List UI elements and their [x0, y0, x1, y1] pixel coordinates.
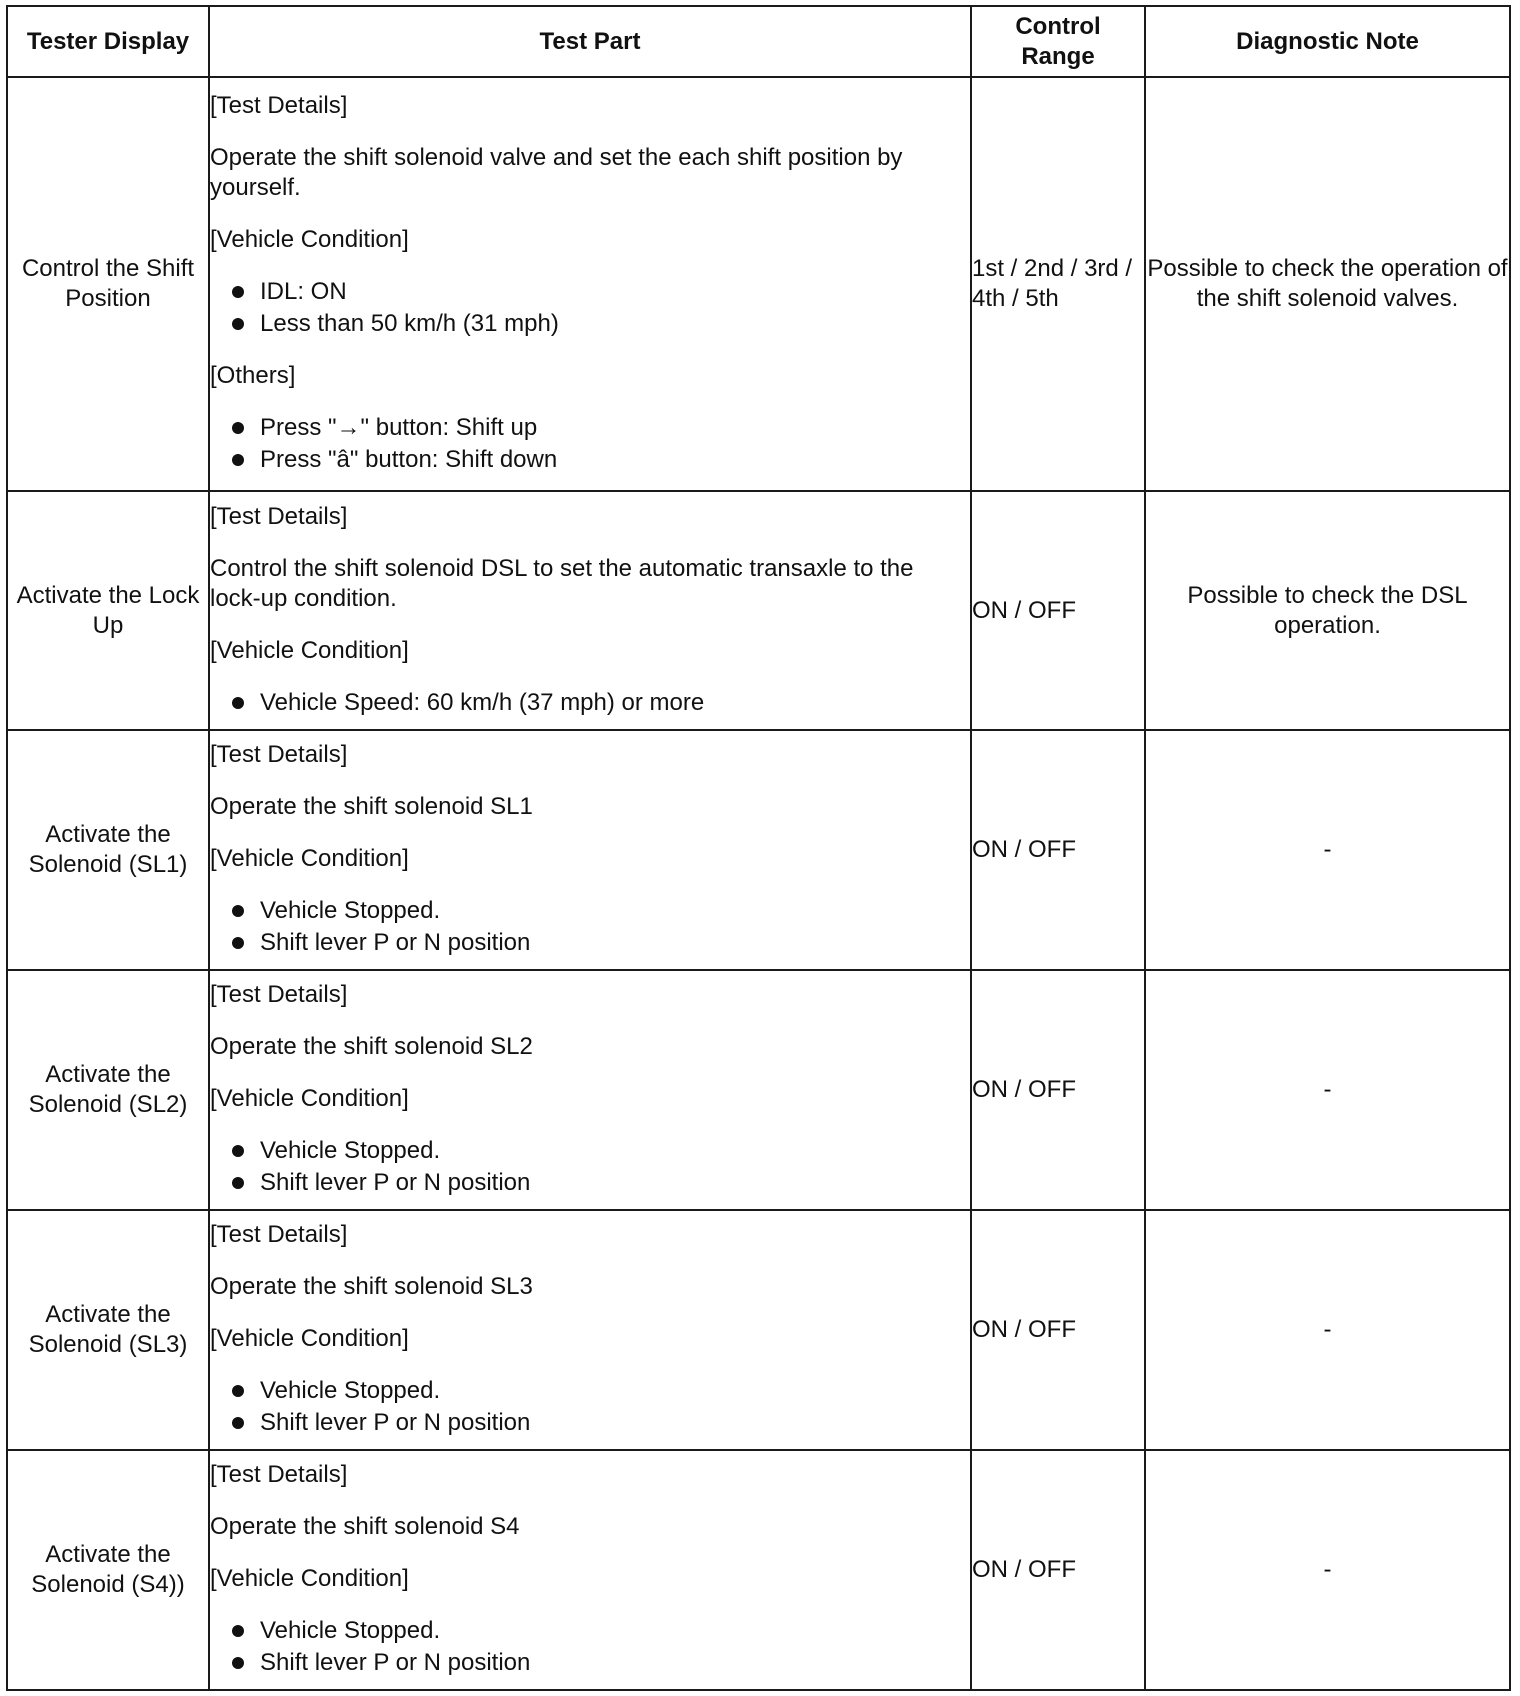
table-row — [7, 970, 1510, 1210]
condition-text: Vehicle Stopped. — [260, 1617, 441, 1644]
bullet-icon — [232, 286, 244, 298]
condition-list — [210, 277, 970, 339]
table-row — [7, 1450, 1510, 1690]
bullet-icon — [232, 318, 244, 330]
bullet-icon — [232, 454, 244, 466]
bullet-icon — [232, 1385, 244, 1397]
condition-text: Vehicle Stopped. — [260, 897, 441, 924]
condition-text: Vehicle Stopped. — [260, 1377, 441, 1404]
test-details-label: [Test Details] — [210, 1221, 348, 1248]
condition-item — [230, 688, 970, 718]
condition-item — [230, 1168, 970, 1198]
control-range-cell: ON / OFF — [971, 1210, 1145, 1450]
test-details-text: Operate the shift solenoid SL1 — [210, 793, 533, 820]
vehicle-condition-label: [Vehicle Condition] — [210, 226, 409, 253]
header-test-part: Test Part — [209, 6, 971, 77]
bullet-icon — [232, 422, 244, 434]
condition-item — [230, 309, 970, 339]
active-test-table — [6, 5, 1511, 1691]
test-details-label: [Test Details] — [210, 1461, 348, 1488]
test-details-label: [Test Details] — [210, 981, 348, 1008]
diagnostic-note-cell: - — [1145, 1450, 1510, 1690]
diagnostic-note-cell: Possible to check the operation of the shift solenoid valves. — [1145, 77, 1510, 491]
condition-item — [230, 277, 970, 307]
bullet-icon — [232, 1145, 244, 1157]
others-list — [210, 413, 970, 475]
bullet-icon — [232, 1657, 244, 1669]
bullet-icon — [232, 1625, 244, 1637]
diagnostic-note-cell: - — [1145, 1210, 1510, 1450]
control-range-cell: 1st / 2nd / 3rd / 4th / 5th — [971, 77, 1145, 491]
condition-item — [230, 896, 970, 926]
table-row — [7, 491, 1510, 730]
diagnostic-note-cell: - — [1145, 730, 1510, 970]
test-details-text: Operate the shift solenoid SL3 — [210, 1273, 533, 1300]
vehicle-condition-label: [Vehicle Condition] — [210, 1565, 409, 1592]
condition-item — [230, 1376, 970, 1406]
test-part-cell — [209, 970, 971, 1210]
control-range-cell: ON / OFF — [971, 1450, 1145, 1690]
test-part-cell — [209, 77, 971, 491]
others-item — [230, 445, 970, 475]
vehicle-condition-label: [Vehicle Condition] — [210, 1325, 409, 1352]
table-row — [7, 77, 1510, 491]
table-row — [7, 730, 1510, 970]
bullet-icon — [232, 937, 244, 949]
header-control-range-line1: Control — [1015, 12, 1101, 40]
test-details-text: Operate the shift solenoid S4 — [210, 1513, 520, 1540]
others-text: Press "→" button: Shift up — [260, 414, 538, 441]
vehicle-condition-label: [Vehicle Condition] — [210, 1085, 409, 1112]
others-text: Press "â" button: Shift down — [260, 446, 558, 473]
condition-list — [210, 1136, 970, 1198]
header-diagnostic-note: Diagnostic Note — [1145, 6, 1510, 77]
test-details-text: Control the shift solenoid DSL to set the automatic transaxle to the lock-up condition. — [210, 554, 914, 612]
test-details-label: [Test Details] — [210, 741, 348, 768]
tester-display-cell: Activate the Solenoid (S4)) — [7, 1450, 209, 1690]
condition-list — [210, 1616, 970, 1678]
vehicle-condition-label: [Vehicle Condition] — [210, 845, 409, 872]
bullet-icon — [232, 1177, 244, 1189]
condition-item — [230, 1408, 970, 1438]
header-control-range — [971, 6, 1145, 77]
condition-text: Vehicle Speed: 60 km/h (37 mph) or more — [260, 688, 705, 716]
condition-item — [230, 1648, 970, 1678]
condition-list — [210, 1376, 970, 1438]
condition-text: IDL: ON — [260, 278, 347, 305]
control-range-cell: ON / OFF — [971, 491, 1145, 730]
test-details-text: Operate the shift solenoid SL2 — [210, 1033, 533, 1060]
condition-item — [230, 928, 970, 958]
tester-display-cell: Activate the Lock Up — [7, 491, 209, 730]
table-row — [7, 1210, 1510, 1450]
test-part-cell — [209, 491, 971, 730]
table-header-row — [7, 6, 1510, 77]
test-part-cell — [209, 1450, 971, 1690]
condition-text: Shift lever P or N position — [260, 1169, 531, 1196]
tester-display-cell: Activate the Solenoid (SL3) — [7, 1210, 209, 1450]
condition-item — [230, 1616, 970, 1646]
test-details-label: [Test Details] — [210, 92, 348, 119]
test-details-text: Operate the shift solenoid valve and set the each shift position by yourself. — [210, 144, 903, 201]
control-range-cell: ON / OFF — [971, 730, 1145, 970]
others-item — [230, 413, 970, 443]
header-tester-display: Tester Display — [7, 6, 209, 77]
condition-text: Shift lever P or N position — [260, 1409, 531, 1436]
bullet-icon — [232, 697, 244, 709]
others-label: [Others] — [210, 362, 296, 389]
test-part-cell — [209, 1210, 971, 1450]
condition-item — [230, 1136, 970, 1166]
condition-text: Vehicle Stopped. — [260, 1137, 441, 1164]
diagnostic-note-cell: - — [1145, 970, 1510, 1210]
vehicle-condition-label: [Vehicle Condition] — [210, 636, 409, 664]
test-part-cell — [209, 730, 971, 970]
diagnostic-note-cell: Possible to check the DSL operation. — [1145, 491, 1510, 730]
condition-text: Shift lever P or N position — [260, 929, 531, 956]
tester-display-cell: Activate the Solenoid (SL2) — [7, 970, 209, 1210]
tester-display-cell: Activate the Solenoid (SL1) — [7, 730, 209, 970]
bullet-icon — [232, 905, 244, 917]
condition-text: Less than 50 km/h (31 mph) — [260, 310, 559, 337]
condition-list — [210, 896, 970, 958]
condition-text: Shift lever P or N position — [260, 1649, 531, 1676]
control-range-cell: ON / OFF — [971, 970, 1145, 1210]
bullet-icon — [232, 1417, 244, 1429]
condition-list — [210, 688, 970, 718]
test-details-label: [Test Details] — [210, 502, 348, 530]
header-control-range-line2: Range — [1021, 42, 1095, 70]
tester-display-cell: Control the Shift Position — [7, 77, 209, 491]
